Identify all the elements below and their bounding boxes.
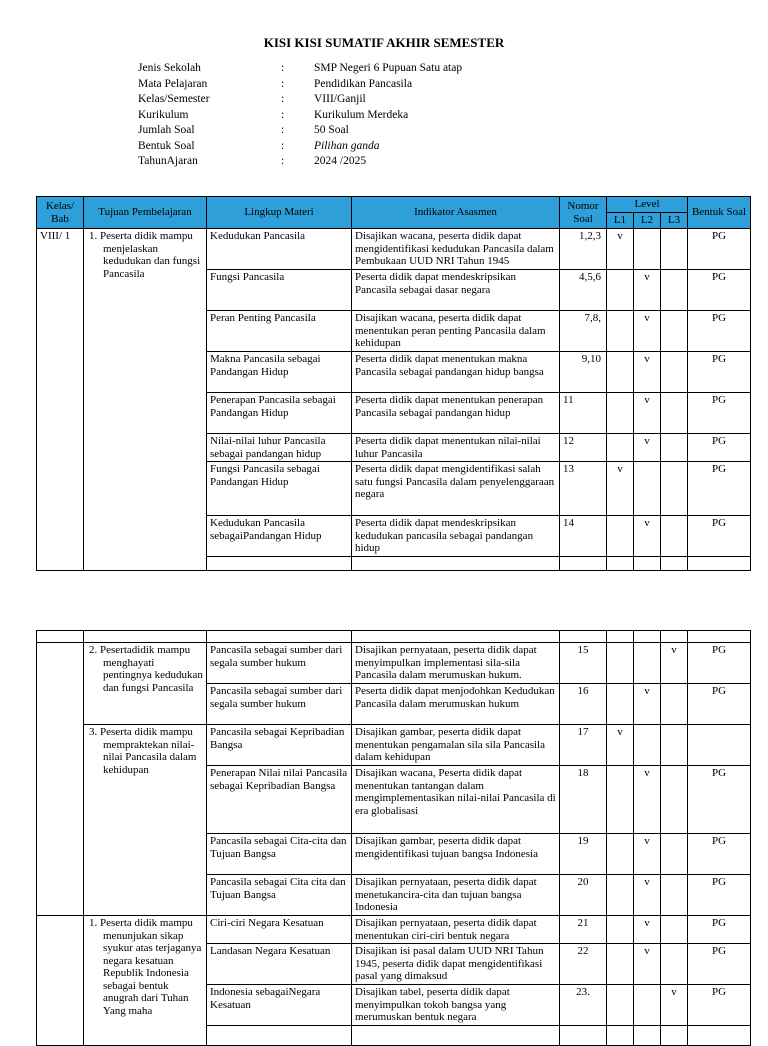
nomor-cell: 22 [560,944,607,985]
level-l1-cell [607,766,634,834]
indikator-cell: Peserta didik dapat menentukan makna Pancasila sebagai pandangan hidup bangsa [352,352,560,393]
kisi-table-page-2 [36,630,751,1046]
level-l1-cell: v [607,229,634,270]
indikator-cell: Disajikan pernyataan, peserta didik dapat menentukan ciri-ciri bentuk negara [352,916,560,944]
level-l2-cell: v [634,944,661,985]
header-l3: L3 [661,213,688,229]
empty-cell [352,631,560,643]
level-l1-cell [607,916,634,944]
lingkup-cell: Ciri-ciri Negara Kesatuan [207,916,352,944]
school-info [138,61,462,170]
indikator-cell: Disajikan gambar, peserta didik dapat menentukan pengamalan sila sila Pancasila dalam kehidupan [352,725,560,766]
lingkup-cell: Fungsi Pancasila sebagai Pandangan Hidup [207,462,352,516]
bentuk-cell: PG [688,434,751,462]
info-value: Kurikulum Merdeka [314,108,409,121]
level-l1-cell [607,434,634,462]
lingkup-cell: Pancasila sebagai Cita cita dan Tujuan Bangsa [207,875,352,916]
level-l1-cell [607,944,634,985]
level-l2-cell: v [634,434,661,462]
info-value: VIII/Ganjil [314,93,366,105]
table-row [37,916,751,944]
bentuk-cell: PG [688,916,751,944]
header-lingkup: Lingkup Materi [207,197,352,229]
level-l3-cell [661,944,688,985]
info-value: 2024 /2025 [314,155,367,167]
level-l2-cell [634,725,661,766]
table-row-empty [37,631,751,643]
info-row [138,77,462,93]
indikator-cell: Disajikan pernyataan, peserta didik dapat menyimpulkan implementasi sila-sila Pancasila dalam merumuskan hukum. [352,643,560,684]
empty-cell [634,1026,661,1046]
indikator-cell: Peserta didik dapat menjodohkan Kedudukan Pancasila dalam merumuskan hukum [352,684,560,725]
lingkup-cell: Peran Penting Pancasila [207,311,352,352]
indikator-cell: Disajikan wacana, peserta didik dapat mengidentifikasi kedudukan Pancasila dalam Pembukaan UUD NRI Tahun 1945 [352,229,560,270]
tujuan-cell: 1. Peserta didik mampu menjelaskan kedudukan dan fungsi Pancasila [84,229,207,571]
bentuk-cell: PG [688,311,751,352]
lingkup-cell: Penerapan Nilai nilai Pancasila sebagai Kepribadian Bangsa [207,766,352,834]
empty-cell [560,631,607,643]
level-l1-cell [607,311,634,352]
level-l3-cell [661,684,688,725]
lingkup-cell: Fungsi Pancasila [207,270,352,311]
nomor-cell: 11 [560,393,607,434]
empty-cell [607,631,634,643]
bentuk-cell: PG [688,516,751,557]
empty-cell [207,1026,352,1046]
nomor-cell: 18 [560,766,607,834]
header-indikator: Indikator Asasmen [352,197,560,229]
info-colon: : [281,77,285,90]
empty-cell [560,1026,607,1046]
empty-cell [207,631,352,643]
indikator-cell: Peserta didik dapat mengidentifikasi salah satu fungsi Pancasila dalam penyelenggaraan negara [352,462,560,516]
level-l1-cell [607,643,634,684]
empty-cell [661,1026,688,1046]
level-l3-cell [661,352,688,393]
info-colon: : [281,62,285,74]
lingkup-cell: Penerapan Pancasila sebagai Pandangan Hidup [207,393,352,434]
level-l2-cell [634,462,661,516]
nomor-cell: 12 [560,434,607,462]
info-colon: : [281,155,285,167]
empty-cell [560,557,607,571]
empty-cell [634,631,661,643]
indikator-cell: Disajikan wacana, Peserta didik dapat menentukan tantangan dalam mengimplementasikan nilai-nilai Pancasila di era globalisasi [352,766,560,834]
indikator-cell: Disajikan isi pasal dalam UUD NRI Tahun 1945, peserta didik dapat mengidentifikasi pasal yang dimaksud [352,944,560,985]
level-l2-cell: v [634,393,661,434]
info-row [138,61,462,77]
bentuk-cell: PG [688,985,751,1026]
level-l1-cell [607,875,634,916]
bentuk-cell: PG [688,270,751,311]
lingkup-cell: Pancasila sebagai sumber dari segala sumber hukum [207,643,352,684]
level-l3-cell [661,725,688,766]
table-row [37,229,751,270]
nomor-cell: 4,5,6 [560,270,607,311]
bentuk-cell: PG [688,643,751,684]
bentuk-cell: PG [688,462,751,516]
header-nomor: Nomor Soal [560,197,607,229]
indikator-cell: Peserta didik dapat mendeskripsikan kedudukan pancasila sebagai pandangan hidup [352,516,560,557]
level-l2-cell: v [634,352,661,393]
info-row [138,108,462,124]
indikator-cell: Peserta didik dapat mendeskripsikan Pancasila sebagai dasar negara [352,270,560,311]
level-l3-cell [661,516,688,557]
header-l2: L2 [634,213,661,229]
header-kelas: Kelas/ Bab [37,197,84,229]
empty-cell [84,631,207,643]
lingkup-cell: Landasan Negara Kesatuan [207,944,352,985]
nomor-cell: 9,10 [560,352,607,393]
nomor-cell: 20 [560,875,607,916]
kelas-cell [37,643,84,916]
info-label: Mata Pelajaran [138,77,208,90]
level-l1-cell: v [607,462,634,516]
table-row [37,725,751,766]
level-l1-cell [607,985,634,1026]
level-l2-cell: v [634,875,661,916]
empty-cell [688,557,751,571]
level-l2-cell: v [634,270,661,311]
level-l2-cell [634,985,661,1026]
level-l3-cell [661,229,688,270]
empty-cell [352,557,560,571]
indikator-cell: Disajikan gambar, peserta didik dapat mengidentifikasi tujuan bangsa Indonesia [352,834,560,875]
level-l2-cell: v [634,916,661,944]
level-l3-cell [661,875,688,916]
kisi-table-page-1 [36,196,751,571]
tujuan-cell: 2. Pesertadidik mampu menghayati pentingnya kedudukan dan fungsi Pancasila [84,643,207,725]
info-colon: : [281,139,285,152]
level-l2-cell: v [634,311,661,352]
tujuan-cell: 1. Peserta didik mampu menunjukan sikap syukur atas terjaganya negara kesatuan Republik Indonesia sebagai bentuk anugrah dari Tuhan Yang maha [84,916,207,1046]
indikator-cell: Peserta didik dapat menentukan penerapan Pancasila sebagai pandangan hidup [352,393,560,434]
empty-cell [661,631,688,643]
nomor-cell: 15 [560,643,607,684]
bentuk-cell [688,725,751,766]
level-l3-cell [661,766,688,834]
level-l2-cell: v [634,684,661,725]
level-l2-cell: v [634,516,661,557]
header-tujuan: Tujuan Pembelajaran [84,197,207,229]
empty-cell [607,1026,634,1046]
info-row [138,123,462,139]
bentuk-cell: PG [688,352,751,393]
level-l2-cell [634,229,661,270]
info-row [138,154,462,170]
header-l1: L1 [607,213,634,229]
nomor-cell: 23. [560,985,607,1026]
nomor-cell: 21 [560,916,607,944]
level-l1-cell [607,270,634,311]
empty-cell [207,557,352,571]
empty-cell [688,631,751,643]
info-colon: : [281,108,285,121]
lingkup-cell: Pancasila sebagai Kepribadian Bangsa [207,725,352,766]
empty-cell [634,557,661,571]
info-value: SMP Negeri 6 Pupuan Satu atap [314,62,463,74]
lingkup-cell: Pancasila sebagai sumber dari segala sumber hukum [207,684,352,725]
info-row [138,92,462,108]
header-level: Level [607,197,688,213]
lingkup-cell: Nilai-nilai luhur Pancasila sebagai pandangan hidup [207,434,352,462]
nomor-cell: 19 [560,834,607,875]
level-l3-cell [661,270,688,311]
level-l1-cell [607,834,634,875]
level-l1-cell [607,352,634,393]
indikator-cell: Disajikan pernyataan, peserta didik dapat menetukancira-cita dan tujuan bangsa Indonesia [352,875,560,916]
bentuk-cell: PG [688,393,751,434]
lingkup-cell: Kedudukan Pancasila sebagaiPandangan Hidup [207,516,352,557]
info-value: Pilihan ganda [314,139,380,152]
kelas-cell: VIII/ 1 [37,229,84,571]
level-l2-cell: v [634,766,661,834]
nomor-cell: 13 [560,462,607,516]
level-l3-cell: v [661,985,688,1026]
level-l1-cell [607,393,634,434]
level-l2-cell [634,643,661,684]
table-row [37,643,751,684]
bentuk-cell: PG [688,229,751,270]
empty-cell [661,557,688,571]
bentuk-cell: PG [688,766,751,834]
lingkup-cell: Pancasila sebagai Cita-cita dan Tujuan Bangsa [207,834,352,875]
info-label: Kelas/Semester [138,93,210,105]
level-l1-cell [607,516,634,557]
info-label: Jumlah Soal [138,124,195,136]
lingkup-cell: Kedudukan Pancasila [207,229,352,270]
info-label: Kurikulum [138,108,189,121]
kelas-cell [37,916,84,1046]
level-l3-cell [661,311,688,352]
nomor-cell: 1,2,3 [560,229,607,270]
level-l3-cell [661,916,688,944]
info-value: Pendidikan Pancasila [314,77,413,90]
info-row [138,139,462,155]
nomor-cell: 7,8, [560,311,607,352]
bentuk-cell: PG [688,875,751,916]
nomor-cell: 16 [560,684,607,725]
tujuan-cell: 3. Peserta didik mampu mempraktekan nilai-nilai Pancasila dalam kehidupan [84,725,207,916]
level-l2-cell: v [634,834,661,875]
info-value: 50 Soal [314,124,349,136]
level-l3-cell [661,462,688,516]
nomor-cell: 17 [560,725,607,766]
nomor-cell: 14 [560,516,607,557]
empty-cell [607,557,634,571]
empty-cell [688,1026,751,1046]
indikator-cell: Peserta didik dapat menentukan nilai-nilai luhur Pancasila [352,434,560,462]
level-l3-cell [661,393,688,434]
info-colon: : [281,93,285,105]
level-l3-cell [661,834,688,875]
lingkup-cell: Makna Pancasila sebagai Pandangan Hidup [207,352,352,393]
level-l1-cell: v [607,725,634,766]
document-title: KISI KISI SUMATIF AKHIR SEMESTER [263,35,505,50]
bentuk-cell: PG [688,944,751,985]
lingkup-cell: Indonesia sebagaiNegara Kesatuan [207,985,352,1026]
indikator-cell: Disajikan tabel, peserta didik dapat menyimpulkan tokoh bangsa yang merumuskan bentuk negara [352,985,560,1026]
info-label: Bentuk Soal [138,139,195,152]
header-bentuk: Bentuk Soal [688,197,751,229]
level-l1-cell [607,684,634,725]
bentuk-cell: PG [688,684,751,725]
info-label: Jenis Sekolah [138,62,201,74]
empty-cell [37,631,84,643]
indikator-cell: Disajikan wacana, peserta didik dapat menentukan peran penting Pancasila dalam kehidupan [352,311,560,352]
empty-cell [352,1026,560,1046]
info-colon: : [281,124,285,136]
level-l3-cell: v [661,643,688,684]
level-l3-cell [661,434,688,462]
info-label: TahunAjaran [138,155,198,167]
bentuk-cell: PG [688,834,751,875]
